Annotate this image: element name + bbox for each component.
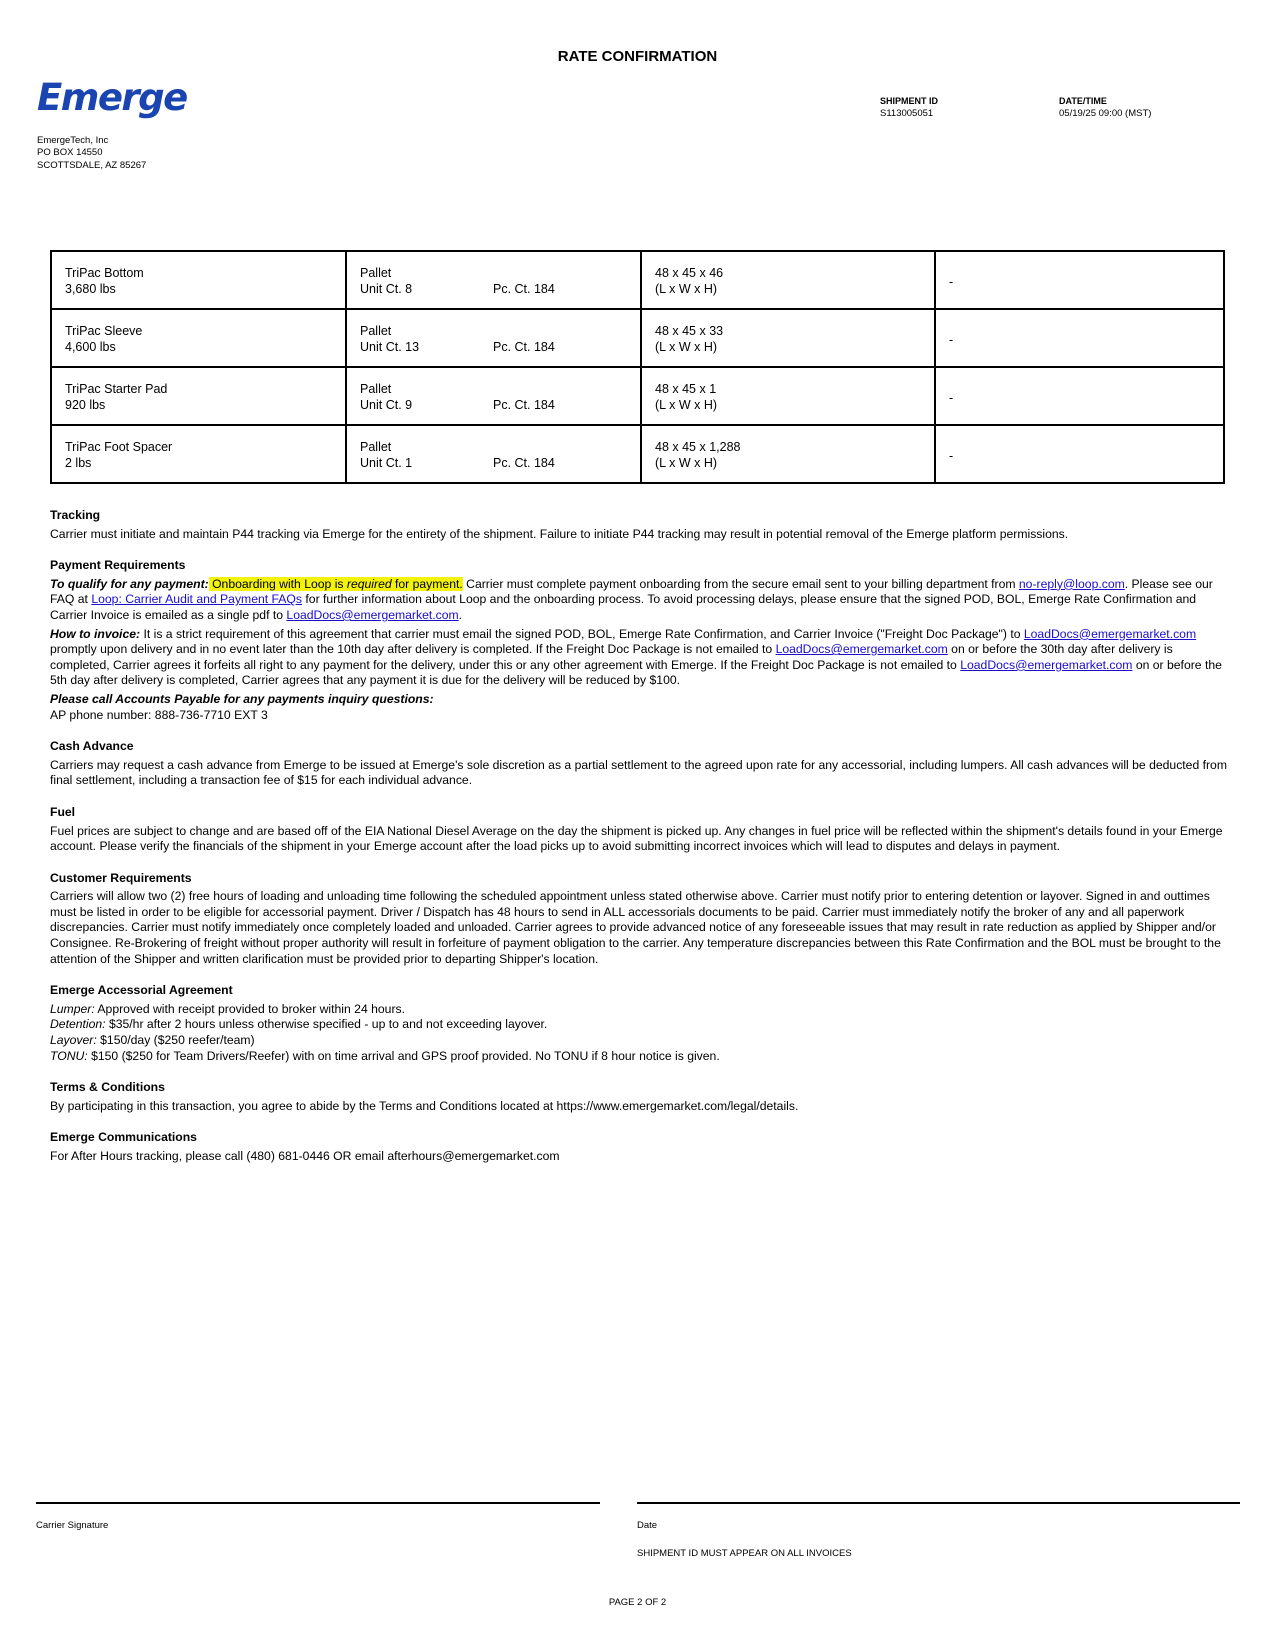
- datetime-label: DATE/TIME: [1059, 96, 1107, 106]
- carrier-signature-label: Carrier Signature: [36, 1520, 109, 1531]
- dimensions-cell: [641, 425, 935, 483]
- accessorial-text: Approved with receipt provided to broker within 24 hours.: [94, 1001, 405, 1016]
- section-heading: Emerge Communications: [50, 1130, 197, 1145]
- dims-label: (L x W x H): [655, 340, 718, 354]
- section-text: Carrier must initiate and maintain P44 tracking via Emerge for the entirety of the shipment. Failure to initiate P44 tracking may result in potential removal of the Emerge platform permissions.: [50, 526, 1069, 541]
- carrier-signature-line: [36, 1502, 600, 1504]
- piece-count: Pc. Ct. 184: [493, 282, 555, 296]
- dimensions-cell: [641, 309, 935, 367]
- dims-label: (L x W x H): [655, 398, 718, 412]
- loop-faq-link[interactable]: Loop: Carrier Audit and Payment FAQs: [91, 592, 303, 607]
- payment-qualify-paragraph: [50, 577, 1230, 624]
- ap-label: Please call Accounts Payable for any payments inquiry questions:: [50, 691, 434, 706]
- section-text: Carriers may request a cash advance from Emerge to be issued at Emerge's sole discretion as a partial settlement to the agreed upon rate for any accessorial, including lumpers. All cash advances will be deducted from final settlement, including a transaction fee of $15 for each individual advance.: [50, 757, 1227, 788]
- item-type: Pallet: [360, 440, 392, 454]
- item-dims: 48 x 45 x 46: [655, 266, 724, 280]
- item-cell: [51, 367, 346, 425]
- item-type: Pallet: [360, 266, 392, 280]
- tracking-section: [50, 508, 1230, 542]
- highlight-required: required: [346, 576, 392, 591]
- shipment-id-label: SHIPMENT ID: [880, 96, 939, 106]
- accessorial-row: [50, 1049, 1230, 1065]
- loop-email-link[interactable]: no-reply@loop.com: [1018, 576, 1125, 591]
- accessorial-label: Layover:: [50, 1033, 97, 1048]
- packaging-cell: [346, 367, 641, 425]
- loaddocs-email-link[interactable]: LoadDocs@emergemarket.com: [960, 657, 1133, 672]
- address-line: EmergeTech, Inc: [37, 135, 109, 146]
- date-line: [637, 1502, 1240, 1504]
- item-type: Pallet: [360, 382, 392, 396]
- item-weight: 4,600 lbs: [65, 340, 116, 354]
- extra-cell: -: [935, 425, 1224, 483]
- unit-count: Unit Ct. 9: [360, 398, 413, 412]
- item-dims: 48 x 45 x 33: [655, 324, 724, 338]
- packaging-cell: [346, 425, 641, 483]
- date-label: Date: [637, 1520, 658, 1531]
- section-heading: Tracking: [50, 508, 101, 522]
- accessorial-label: Lumper:: [50, 1001, 95, 1016]
- address-line: PO BOX 14550: [37, 147, 103, 158]
- unit-count: Unit Ct. 1: [360, 456, 413, 470]
- table-row: [51, 309, 1224, 367]
- text-span: for further information about Loop and the onboarding process. To avoid processing delays, please ensure that the signed POD, BOL, Emerge Rate Confirmation and Carrier Invoice is emailed as a single pdf to: [50, 592, 1197, 622]
- loaddocs-email-link[interactable]: LoadDocs@emergemarket.com: [286, 607, 459, 622]
- text-span: promptly upon delivery and in no event later than the 10th day after delivery is completed. If the Freight Doc Package is not emailed to: [50, 642, 776, 657]
- dimensions-cell: [641, 367, 935, 425]
- item-weight: 920 lbs: [65, 398, 106, 412]
- item-type: Pallet: [360, 324, 392, 338]
- emerge-logo: Emerge: [37, 76, 187, 119]
- item-cell: [51, 309, 346, 367]
- item-name: TriPac Sleeve: [65, 324, 143, 338]
- item-dims: 48 x 45 x 1,288: [655, 440, 741, 454]
- section-text: Carriers will allow two (2) free hours of loading and unloading time following the scheduled appointment unless stated otherwise above. Carrier must notify prior to entering detention or layover. Signed in and outtimes must be listed in order to be eligible for accessorial payment. Driver / Dispatch has 48 hours to send in ALL accessorials documents to be paid. Carrier must immediately notify the broker of any and all paperwork discrepancies. Carrier must notify immediately once completely loaded and unloaded. Carrier agrees to provide advanced notice of any foreseeable issues that may result in rate reduction as applied by Shipper and/or Consignee. Re-Brokering of freight without proper authority will result in forfeiture of payment obligation to the carrier. Any temperature discrepancies between this Rate Confirmation and the BOL must be brought to the attention of the Shipper and written clarification must be provided prior to departing Shipper's location.: [50, 889, 1221, 966]
- extra-cell: -: [935, 367, 1224, 425]
- highlight-text: [209, 577, 463, 591]
- extra-cell: -: [935, 309, 1224, 367]
- accessorial-label: Detention:: [50, 1017, 106, 1032]
- table-row: [51, 425, 1224, 483]
- piece-count: Pc. Ct. 184: [493, 398, 555, 412]
- terms-section: [50, 1080, 1230, 1114]
- section-text: For After Hours tracking, please call (480) 681-0446 OR email afterhours@emergemarket.com: [50, 1149, 560, 1163]
- text-span: on or before the 5th day after delivery is completed, Carrier agrees that any payment it is due for the delivery will be reduced by $100.: [50, 657, 1222, 688]
- section-heading: Fuel: [50, 804, 76, 819]
- section-heading: Cash Advance: [50, 739, 134, 754]
- dims-label: (L x W x H): [655, 282, 718, 296]
- accessorial-text: $150 ($250 for Team Drivers/Reefer) with on time arrival and GPS proof provided. No TONU if 8 hour notice is given.: [87, 1048, 720, 1063]
- datetime-value: 05/19/25 09:00 (MST): [1059, 108, 1152, 119]
- unit-count: Unit Ct. 13: [360, 340, 420, 354]
- cash-advance-section: [50, 739, 1230, 789]
- text-span: It is a strict requirement of this agreement that carrier must email the signed POD, BOL, Emerge Rate Confirmation, and Carrier Invoice ("Freight Doc Package") to: [140, 626, 1024, 641]
- item-weight: 3,680 lbs: [65, 282, 116, 296]
- section-text: Fuel prices are subject to change and are based off of the EIA National Diesel Average on the day the shipment is picked up. Any changes in fuel price will be reflected within the shipment's details found in your Emerge account. Please verify the financials of the shipment in your Emerge account after the load picks up to avoid submitting incorrect invoices which will lead to disputes and delays in payment.: [50, 823, 1223, 854]
- item-dims: 48 x 45 x 1: [655, 382, 717, 396]
- accessorial-section: [50, 983, 1230, 1064]
- accessorial-row: [50, 1033, 1230, 1049]
- piece-count: Pc. Ct. 184: [493, 456, 555, 470]
- section-heading: Terms & Conditions: [50, 1080, 165, 1095]
- item-cell: [51, 251, 346, 309]
- item-weight: 2 lbs: [65, 456, 92, 470]
- text-span: . Please see our FAQ at: [50, 576, 1213, 607]
- communications-section: [50, 1130, 1230, 1164]
- section-text: By participating in this transaction, you agree to abide by the Terms and Conditions located at https://www.emergemarket.com/legal/details.: [50, 1098, 799, 1113]
- unit-count: Unit Ct. 8: [360, 282, 413, 296]
- payment-invoice-paragraph: [50, 627, 1230, 689]
- ap-phone: AP phone number: 888-736-7710 EXT 3: [50, 707, 268, 722]
- invoice-label: How to invoice:: [50, 626, 141, 641]
- dims-label: (L x W x H): [655, 456, 718, 470]
- items-table: [50, 250, 1225, 484]
- highlight-part: for payment.: [391, 576, 463, 591]
- accessorial-label: TONU:: [50, 1048, 88, 1063]
- loaddocs-email-link[interactable]: LoadDocs@emergemarket.com: [775, 642, 948, 657]
- packaging-cell: [346, 251, 641, 309]
- terms-content: [50, 508, 1230, 1181]
- item-name: TriPac Foot Spacer: [65, 440, 173, 454]
- text-span: .: [458, 607, 463, 622]
- text-span: on or before the 30th day after delivery is completed, Carrier agrees it forfeits all right to any payment for the delivery, under this or any other agreement with Emerge. If the Freight Doc Package is not emailed to: [50, 642, 1173, 672]
- payment-section: [50, 558, 1230, 723]
- address-line: SCOTTSDALE, AZ 85267: [37, 160, 147, 171]
- section-heading: Payment Requirements: [50, 558, 186, 573]
- shipment-id-notice: SHIPMENT ID MUST APPEAR ON ALL INVOICES: [637, 1548, 852, 1559]
- customer-requirements-section: [50, 871, 1230, 968]
- accessorial-row: [50, 1002, 1230, 1018]
- table-row: [51, 251, 1224, 309]
- accessorial-row: [50, 1017, 1230, 1033]
- page-title: RATE CONFIRMATION: [557, 48, 718, 65]
- section-heading: Emerge Accessorial Agreement: [50, 983, 233, 998]
- highlight-part: Onboarding with Loop is: [208, 576, 347, 591]
- qualify-label: To qualify for any payment:: [50, 576, 209, 591]
- section-heading: Customer Requirements: [50, 870, 192, 885]
- piece-count: Pc. Ct. 184: [493, 340, 555, 354]
- packaging-cell: [346, 309, 641, 367]
- dimensions-cell: [641, 251, 935, 309]
- table-row: [51, 367, 1224, 425]
- item-cell: [51, 425, 346, 483]
- accessorial-text: $35/hr after 2 hours unless otherwise specified - up to and not exceeding layover.: [105, 1017, 548, 1032]
- shipment-id-value: S113005051: [880, 108, 934, 119]
- item-name: TriPac Starter Pad: [65, 382, 168, 396]
- item-name: TriPac Bottom: [65, 266, 144, 280]
- extra-cell: -: [935, 251, 1224, 309]
- loaddocs-email-link[interactable]: LoadDocs@emergemarket.com: [1023, 626, 1197, 641]
- text-span: Carrier must complete payment onboarding from the secure email sent to your billing department from: [462, 576, 1019, 591]
- fuel-section: [50, 805, 1230, 855]
- accessorial-text: $150/day ($250 reefer/team): [96, 1033, 255, 1048]
- page-number: PAGE 2 OF 2: [608, 1597, 667, 1608]
